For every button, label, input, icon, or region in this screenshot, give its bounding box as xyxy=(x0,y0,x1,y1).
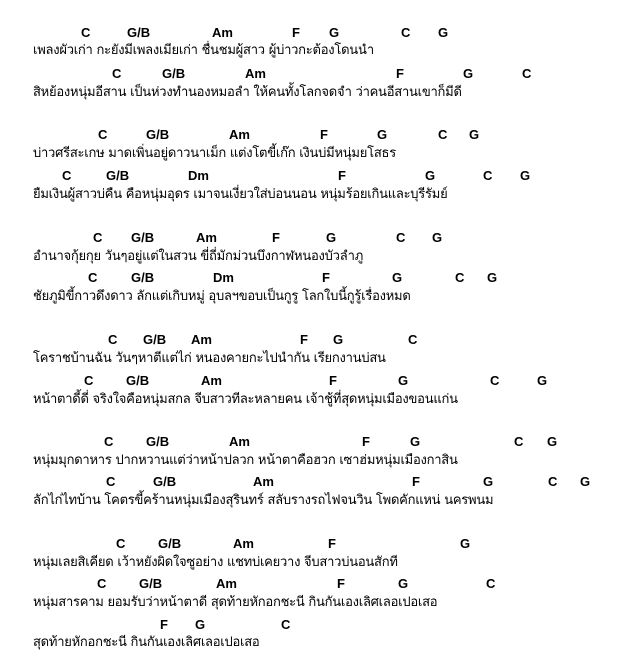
chord: G xyxy=(377,127,388,142)
chord: Am xyxy=(212,25,233,40)
lyric-line: ชัยภูมิขี้กาวดึงดาว ลักแต่เกิบหมู่ อุบลฯขอบเป็นกูรู โลกใบนี้กูรู้เรื่องหมด xyxy=(33,289,411,304)
chord: G/B xyxy=(162,66,186,81)
lyric-line: ลักไก่ไทบ้าน โคตรขี้คร้านหนุ่มเมืองสุรินทร์ สลับรางรถไฟจนวิน โพดคักแหน่ นครพนม xyxy=(33,493,494,508)
chord: Am xyxy=(191,332,212,347)
chord: F xyxy=(160,617,168,632)
chord: F xyxy=(396,66,404,81)
chord: F xyxy=(412,474,420,489)
chord: F xyxy=(337,576,345,591)
chord: F xyxy=(338,168,346,183)
chord: Dm xyxy=(213,270,234,285)
chord: F xyxy=(292,25,300,40)
chord: C xyxy=(514,434,524,449)
chord: C xyxy=(490,373,500,388)
chord: Am xyxy=(233,536,254,551)
chord: G/B xyxy=(146,434,170,449)
chord: C xyxy=(281,617,291,632)
chord: Am xyxy=(229,127,250,142)
chord: G/B xyxy=(153,474,177,489)
chord: G/B xyxy=(126,373,150,388)
chord: Am xyxy=(245,66,266,81)
chord: G xyxy=(326,230,337,245)
chord: C xyxy=(97,576,107,591)
chord: G xyxy=(425,168,436,183)
chord: C xyxy=(98,127,108,142)
chord: G xyxy=(469,127,480,142)
chord: C xyxy=(104,434,114,449)
chord: G xyxy=(398,373,409,388)
chord: G xyxy=(195,617,206,632)
chord: G/B xyxy=(131,270,155,285)
chord: C xyxy=(408,332,418,347)
chord: C xyxy=(106,474,116,489)
chord: Am xyxy=(196,230,217,245)
chord: G xyxy=(432,230,443,245)
chord: G xyxy=(463,66,474,81)
chord: C xyxy=(81,25,91,40)
chord: F xyxy=(362,434,370,449)
chord: G/B xyxy=(131,230,155,245)
lyric-line: เพลงผัวเก่า กะยังมีเพลงเมียเก่า ชื่นชมผู้สาว ผู้บ่าวกะต้องโดนนำ xyxy=(33,43,374,58)
lyric-line: สุดท้ายหักอกชะนี กินกันเองเลิศเลอเปอเสอ xyxy=(33,635,260,650)
chord: G xyxy=(460,536,471,551)
chord: Am xyxy=(253,474,274,489)
lyric-line: หน้าตาดี้ดี่ จริงใจคือหนุ่มสกล จีบสาวทีละหลายคน เจ้าชู้ที่สุดหนุ่มเมืองขอนแก่น xyxy=(33,392,458,407)
chord: G xyxy=(520,168,531,183)
chord: C xyxy=(455,270,465,285)
chord: C xyxy=(84,373,94,388)
chord: C xyxy=(483,168,493,183)
chord: C xyxy=(548,474,558,489)
chord: G xyxy=(398,576,409,591)
chord: G/B xyxy=(146,127,170,142)
chord: G xyxy=(438,25,449,40)
chord: C xyxy=(116,536,126,551)
chord: Am xyxy=(216,576,237,591)
chord: C xyxy=(112,66,122,81)
chord: F xyxy=(329,373,337,388)
chord: C xyxy=(486,576,496,591)
chord: G xyxy=(537,373,548,388)
chord: C xyxy=(88,270,98,285)
chord: F xyxy=(322,270,330,285)
chord: F xyxy=(328,536,336,551)
chord: G/B xyxy=(143,332,167,347)
chord: C xyxy=(108,332,118,347)
chord: G/B xyxy=(106,168,130,183)
chord: G/B xyxy=(127,25,151,40)
chord: G xyxy=(333,332,344,347)
chord: G/B xyxy=(139,576,163,591)
chord: G xyxy=(483,474,494,489)
chord: Dm xyxy=(188,168,209,183)
lyric-line: อำนาจกุ้ยกุย วันๆอยู่แต่ในสวน ขี่ถี่มักม่วนบึงกาฬหนองบัวลำภู xyxy=(33,249,364,264)
chord: C xyxy=(522,66,532,81)
lyric-line: ยืมเงินผู้สาวบ่คืน คือหนุ่มอุดร เมาจนเงี่ยวใส่บ่อนนอน หนุ่มร้อยเกินและบุรีรัมย์ xyxy=(33,187,448,202)
chord: C xyxy=(396,230,406,245)
chord: G xyxy=(580,474,591,489)
chord: Am xyxy=(229,434,250,449)
chord: C xyxy=(401,25,411,40)
chord: G/B xyxy=(158,536,182,551)
lyric-line: สิหย้องหนุ่มอีสาน เป็นห่วงทำนองหมอลำ ให้คนทั้งโลกจดจำ ว่าคนอีสานเขาก็มีดี xyxy=(33,85,462,100)
chord: C xyxy=(93,230,103,245)
lyric-line: บ่าวศรีสะเกษ มาดเพิ่นอยู่ดาวนาเม็ก แต่งโตขี้เก๊ก เงินบ่มีหนุ่มยโสธร xyxy=(33,146,396,161)
chord: G xyxy=(329,25,340,40)
chord: G xyxy=(547,434,558,449)
lyric-line: หนุ่มสารคาม ยอมรับว่าหน้าตาดี สุดท้ายหักอกชะนี กินกันเองเลิศเลอเปอเสอ xyxy=(33,595,438,610)
chord: G xyxy=(392,270,403,285)
chord: G xyxy=(410,434,421,449)
chord: F xyxy=(272,230,280,245)
chord: Am xyxy=(201,373,222,388)
chord: G xyxy=(487,270,498,285)
lyric-line: หนุ่มเลยสิเคียด เว้าหยังผิดใจซูอย่าง แชทบ่เคยวาง จีบสาวบ่นอนสักที xyxy=(33,555,398,570)
chord: C xyxy=(438,127,448,142)
lyric-line: หนุ่มมุกดาหาร ปากหวานแต่ว่าหน้าปลวก หน้าตาคือฮวก เซาฮ่มหนุ่มเมืองกาสิน xyxy=(33,453,458,468)
chord: F xyxy=(320,127,328,142)
chord: C xyxy=(62,168,72,183)
lyric-line: โคราชบ้านฉัน วันๆหาตีแต่ไก่ หนองคายกะไปนำกัน เรียกงานบ่สน xyxy=(33,351,386,366)
chord: F xyxy=(300,332,308,347)
